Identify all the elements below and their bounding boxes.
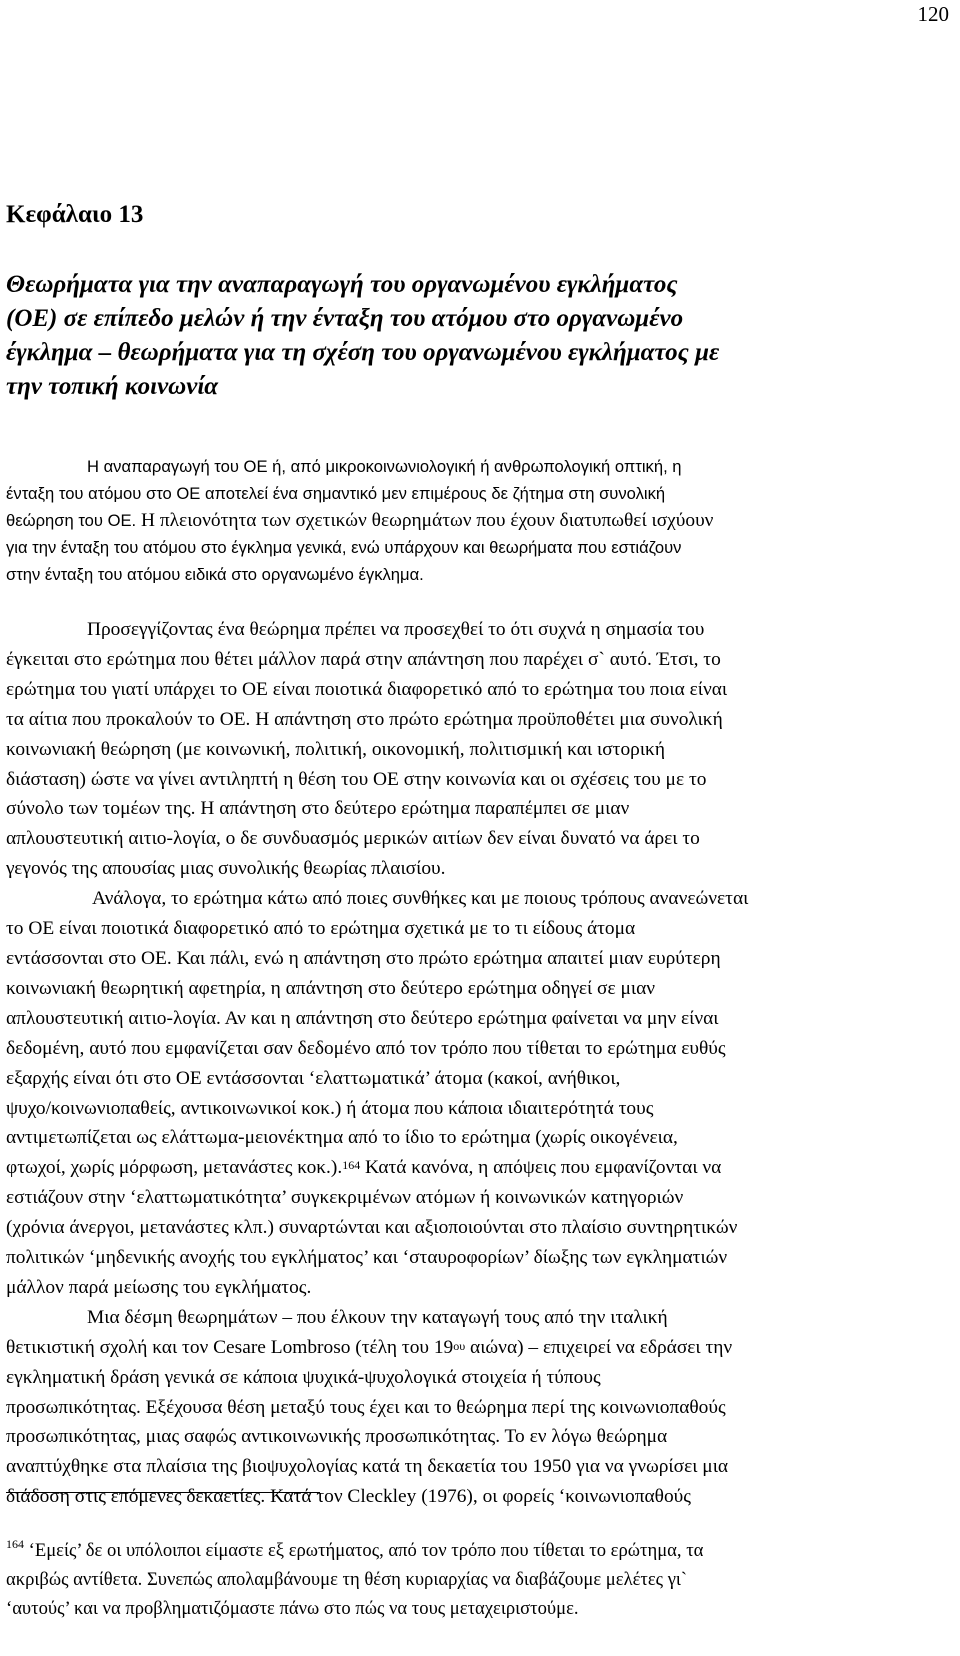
title-line: την τοπική κοινωνία: [6, 373, 219, 400]
text-line: ακριβώς αντίθετα. Συνεπώς απολαμβάνουμε τη θέση κυριαρχίας να διαβάζουμε μελέτες γι`: [6, 1569, 688, 1590]
text-line: στην ένταξη του ατόμου ειδικά στο οργανωμένο έγκλημα.: [6, 565, 424, 584]
text-line: διάδοση στις επόμενες δεκαετίες. Κατά τον Cleckley (1976), οι φορείς ‘κοινωνιοπαθούς: [6, 1486, 691, 1508]
text-line: κοινωνιακή θεώρηση (με κοινωνική, πολιτική, οικονομική, πολιτισμική και ιστορική: [6, 738, 665, 760]
footnote-separator: [6, 1492, 320, 1493]
footnote-mark: 164: [6, 1537, 24, 1551]
title-line: Θεωρήματα για την αναπαραγωγή του οργανωμένου εγκλήματος: [6, 271, 678, 298]
chapter-label: Κεφάλαιο 13: [6, 201, 144, 228]
text-line: Η αναπαραγωγή του ΟΕ ή, από μικροκοινωνιολογική ή ανθρωπολογική οπτική, η: [87, 457, 682, 476]
text-line: [6, 1333, 951, 1363]
text-run: Κατά κανόνα, η απόψεις που εμφανίζονται να: [360, 1157, 722, 1179]
page-number: 120: [917, 2, 949, 26]
chapter-title: [6, 268, 906, 404]
text-line: ψυχο/κοινωνιοπαθείς, αντικοινωνικοί κοκ.) ή άτομα που κάποια ιδιαιτερότητά τους: [6, 1097, 654, 1119]
text-run: ‘Εμείς’ δε οι υπόλοιποι είμαστε εξ ερωτήματος, από τον τρόπο που τίθεται το ερώτημα, τα: [24, 1540, 704, 1561]
text-line: [6, 1153, 951, 1183]
text-line: απλουστευτική αιτιο-λογία, ο δε συνδυασμός μερικών αιτίων δεν είναι δυνατό να άρει το: [6, 828, 700, 850]
title-line: (ΟΕ) σε επίπεδο μελών ή την ένταξη του ατόμου στο οργανωμένο: [6, 305, 684, 332]
text-line: εξαρχής είναι ότι στο ΟΕ εντάσσονται ‘ελαττωματικά’ άτομα (κακοί, ανήθικοι,: [6, 1067, 621, 1089]
text-line: απλουστευτική αιτιο-λογία. Αν και η απάντηση στο δεύτερο ερώτημα φαίνεται να μην είναι: [6, 1007, 719, 1029]
text-line: έγκειται στο ερώτημα που θέτει μάλλον παρά στην απάντηση που παρέχει σ` αυτό. Έτσι, το: [6, 648, 721, 670]
ordinal-superscript: ου: [453, 1338, 466, 1353]
text-line: για την ένταξη του ατόμου στο έγκλημα γενικά, ενώ υπάρχουν και θεωρήματα που εστιάζουν: [6, 538, 682, 557]
text-line: προσωπικότητας, μιας σαφώς αντικοινωνικής προσωπικότητας. Το εν λόγω θεώρημα: [6, 1426, 668, 1448]
intro-paragraph: [6, 453, 951, 588]
text-line: [6, 1536, 951, 1565]
text-line: μάλλον παρά μείωσης του εγκλήματος.: [6, 1276, 312, 1298]
text-line: κοινωνιακή θεωρητική αφετηρία, η απάντηση στο δεύτερο ερώτημα οδηγεί σε μιαν: [6, 977, 656, 999]
title-line: έγκλημα – θεωρήματα για τη σχέση του οργανωμένου εγκλήματος με: [6, 339, 720, 366]
text-line: γεγονός της απουσίας μιας συνολικής θεωρίας πλαισίου.: [6, 858, 446, 880]
text-line: Προσεγγίζοντας ένα θεώρημα πρέπει να προσεχθεί το ότι συχνά η σημασία του: [87, 619, 705, 640]
footnote-ref[interactable]: 164: [342, 1158, 361, 1173]
text-line: το ΟΕ είναι ποιοτικά διαφορετικό από το ερώτημα σχετικά με το τι είδους άτομα: [6, 918, 636, 940]
text-line: πολιτικών ‘μηδενικής ανοχής του εγκλήματος’ και ‘σταυροφορίων’ δίωξης των εγκληματιών: [6, 1247, 728, 1269]
text-line: Ανάλογα, το ερώτημα κάτω από ποιες συνθήκες και με ποιους τρόπους ανανεώνεται: [92, 888, 749, 910]
text-run: αιώνα) – επιχειρεί να εδράσει την: [465, 1336, 733, 1358]
text-line: εστιάζουν στην ‘ελαττωματικότητα’ συγκεκριμένων ατόμων ή κοινωνικών κατηγοριών: [6, 1187, 684, 1209]
text-run: Η πλειονότητα των σχετικών θεωρημάτων που έχουν διατυπωθεί ισχύουν: [136, 510, 714, 531]
text-run: θεώρηση του ΟΕ.: [6, 511, 137, 530]
text-line: σύνολο των τομέων της. Η απάντηση στο δεύτερο ερώτημα παραπέμπει σε μιαν: [6, 798, 630, 820]
footnote: [6, 1536, 951, 1623]
text-line: αναπτύχθηκε στα πλαίσια της βιοψυχολογίας κατά τη δεκαετία του 1950 για να γνωρίσει μια: [6, 1456, 729, 1478]
text-run: φτωχοί, χωρίς μόρφωση, μετανάστες κοκ.).: [6, 1157, 343, 1179]
text-line: [6, 507, 951, 534]
text-line: τα αίτια που προκαλούν το ΟΕ. Η απάντηση στο πρώτο ερώτημα προϋποθέτει μια συνολική: [6, 708, 723, 730]
body-text: [6, 615, 951, 1512]
text-run: θετικιστική σχολή και τον Cesare Lombroso (τέλη του 19: [6, 1336, 454, 1358]
text-line: προσωπικότητας. Εξέχουσα θέση μεταξύ τους έχει και το θεώρημα περί της κοινωνιοπαθούς: [6, 1396, 726, 1418]
text-line: (χρόνια άνεργοι, μετανάστες κλπ.) συναρτώνται και αξιοποιούνται στο πλαίσιο συντηρητικών: [6, 1217, 738, 1239]
text-line: αντιμετωπίζεται ως ελάττωμα-μειονέκτημα από το ίδιο το ερώτημα (χωρίς οικογένεια,: [6, 1127, 678, 1149]
text-line: ‘αυτούς’ και να προβληματιζόμαστε πάνω στο πώς να τους μεταχειριστούμε.: [6, 1598, 579, 1619]
text-line: Μια δέσμη θεωρημάτων – που έλκουν την καταγωγή τους από την ιταλική: [87, 1306, 668, 1328]
text-line: ένταξη του ατόμου στο ΟΕ αποτελεί ένα σημαντικό μεν επιμέρους δε ζήτημα στη συνολική: [6, 484, 666, 503]
text-line: ερώτημα του γιατί υπάρχει το ΟΕ είναι ποιοτικά διαφορετικό από το ερώτημα του ποια είναι: [6, 678, 728, 700]
text-line: εντάσσονται στο ΟΕ. Και πάλι, ενώ η απάντηση στο πρώτο ερώτημα απαιτεί μιαν ευρύτερη: [6, 947, 721, 969]
text-line: δεδομένη, αυτό που εμφανίζεται σαν δεδομένο από τον τρόπο που τίθεται το ερώτημα ευθύς: [6, 1037, 726, 1059]
text-line: διάσταση) ώστε να γίνει αντιληπτή η θέση του ΟΕ στην κοινωνία και οι σχέσεις του με το: [6, 768, 707, 790]
text-line: εγκληματική δράση γενικά σε κάποια ψυχικά-ψυχολογικά στοιχεία ή τύπους: [6, 1366, 601, 1388]
